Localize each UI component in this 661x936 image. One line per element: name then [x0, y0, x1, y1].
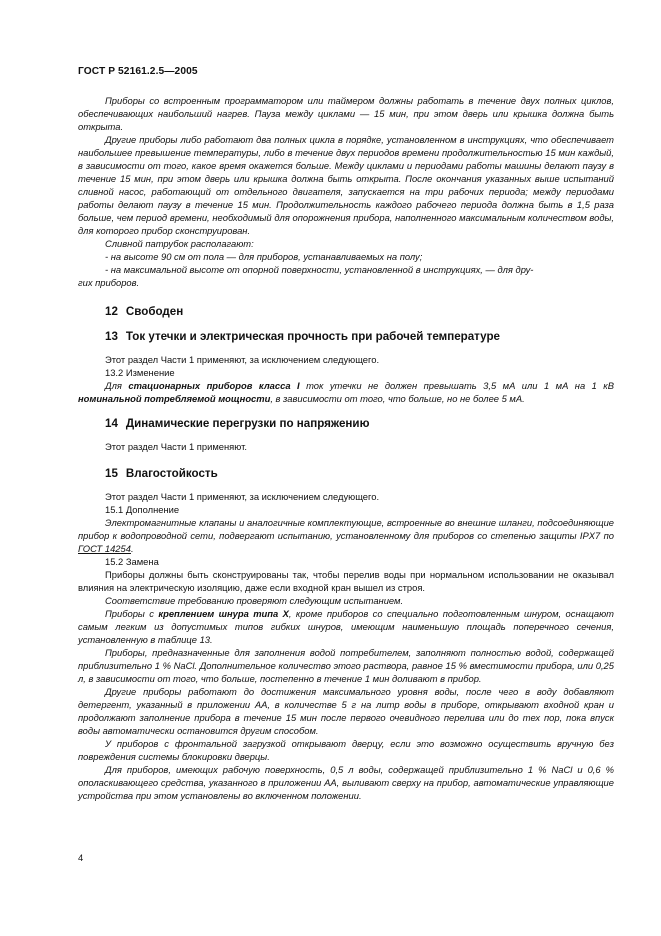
text-run: . — [130, 543, 134, 554]
intro-paragraph-2: Другие приборы либо работают два полных цикла в порядке, установленном в инструкциях, что обеспечивает наибольшее превышение температуры, либо в течение двух периодов времени продолжительностью 15 мин каждый, в зависимости от того, какое время окажется больше. Между циклами и периодами работы машины делают паузу в течение 15 мин, при этом дверь или крышка должна быть открыта. После окончания указанных выше испытаний сливной насос, работающий от отдельного двигателя, запускается на три рабочих периода; между периодами работы делают паузу в течение 15 мин. Продолжительность каждого рабочего периода должна быть в 1,5 раза больше, чем период времени, необходимый для опорожнения прибора, наполненного максимальным количеством воды, для которого прибор сконструирован. — [78, 134, 614, 236]
section-14-paragraph-1: Этот раздел Части 1 применяют. — [105, 441, 247, 452]
section-15-paragraph-8: Приборы, предназначенные для заполнения водой потребителем, заполняют полностью водой, содержащей приблизительно 1 % NaCl. Дополнительное количество этого раствора, равное 15 % вместимости прибора, или 0,25 л, в зависимости от того, что больше, постепенно в течение 1 мин доливают в прибор. — [78, 647, 614, 684]
clause-13-2: 13.2 Изменение — [105, 367, 175, 378]
section-15-heading — [78, 467, 614, 480]
term-stationary-class-1: стационарных приборов класса I — [128, 380, 300, 391]
text-run: ток утечки не должен превышать 3,5 мА или 1 мА на 1 кВ — [299, 380, 614, 391]
text-run: Приборы с — [105, 608, 159, 619]
section-12-number: 12 — [105, 305, 118, 318]
section-14-title: Динамические перегрузки по напряжению — [125, 417, 370, 430]
text-run: , в зависимости от того, что больше, но не более 5 мА. — [270, 393, 525, 404]
term-rated-power: номинальной потребляемой мощности — [78, 393, 271, 404]
section-15-paragraph-6: Соответствие требованию проверяют следующим испытанием. — [105, 595, 404, 606]
term-type-x-attachment: креплением шнура типа X — [158, 608, 289, 619]
text-run: , кроме приборов со специально подготовленным шнуром, оснащают самым легким из допустимых типов гибких шнуров, имеющим наименьшую площадь поперечного сечения, установленную в таблице 13. — [78, 608, 614, 645]
section-15-number: 15 — [105, 467, 118, 480]
text-run: Электромагнитные клапаны и аналогичные комплектующие, встроенные во внешние шланги, подсоединяющие прибор к водопроводной сети, подвергают испытанию, установленному для приборов со степенью защиты IPX7 по — [78, 517, 614, 541]
intro-paragraph-3: Сливной патрубок располагают: — [105, 238, 254, 249]
section-14-heading — [78, 417, 614, 430]
section-13-paragraph-1: Этот раздел Части 1 применяют, за исключением следующего. — [105, 354, 380, 365]
text-run: Для — [105, 380, 129, 391]
section-15-paragraph-10: У приборов с фронтальной загрузкой открывают дверцу, если это возможно осуществить вручную без повреждения системы блокировки дверцы. — [78, 738, 614, 762]
document-header: ГОСТ Р 52161.2.5—2005 — [78, 66, 198, 77]
section-12-heading — [78, 305, 614, 318]
clause-15-2: 15.2 Замена — [105, 556, 159, 567]
clause-15-1: 15.1 Дополнение — [105, 504, 180, 515]
section-15-paragraph-1: Этот раздел Части 1 применяют, за исключением следующего. — [105, 491, 380, 502]
section-12-title: Свободен — [125, 305, 184, 318]
section-15-paragraph-5: Приборы должны быть сконструированы так, чтобы перелив воды при нормальном использовании не оказывал влияния на электрическую изоляцию, даже если входной кран вышел из строя. — [78, 569, 614, 593]
list-item-floor: - на высоте 90 см от пола — для приборов, устанавливаемых на полу; — [105, 251, 423, 262]
intro-paragraph-1: Приборы со встроенным программатором или таймером должны работать в течение двух полных циклов, обеспечивающих наибольший нагрев. Пауза между циклами — 15 мин, при этом дверь или крышка должна быть открыта. — [78, 95, 614, 132]
page-body — [78, 94, 614, 802]
section-13-heading — [78, 330, 614, 343]
standard-reference-link[interactable]: ГОСТ 14254 — [78, 543, 131, 554]
section-15-paragraph-7 — [78, 607, 614, 646]
list-item-other: - на максимальной высоте от опорной поверхности, установленной в инструкциях, — для дру- — [105, 264, 534, 275]
section-15-title: Влагостойкость — [125, 467, 218, 480]
section-15-paragraph-11: Для приборов, имеющих рабочую поверхность, 0,5 л воды, содержащей приблизительно 1 % NaCl и 0,6 % ополаскивающего средства, указанного в приложении АА, выливают сверху на прибор, автоматические управляющие устройства при этом установлены во включенном положении. — [78, 764, 614, 801]
section-15-paragraph-9: Другие приборы работают до достижения максимального уровня воды, после чего в воду добавляют детергент, указанный в приложении АА, в количестве 5 г на литр воды в приборе, открывают входной кран и продолжают заполнение прибора в течение 15 мин после первого очевидного перелива или до тех пор, пока впуск воды автоматически остановится другим способом. — [78, 686, 614, 736]
section-15-paragraph-3 — [78, 516, 614, 555]
section-13-paragraph-3 — [78, 379, 614, 405]
page-number: 4 — [78, 852, 84, 863]
list-item-other-continued: гих приборов. — [78, 277, 140, 288]
section-14-number: 14 — [105, 417, 118, 430]
section-13-number: 13 — [105, 330, 118, 343]
section-13-title: Ток утечки и электрическая прочность при рабочей температуре — [125, 330, 500, 343]
